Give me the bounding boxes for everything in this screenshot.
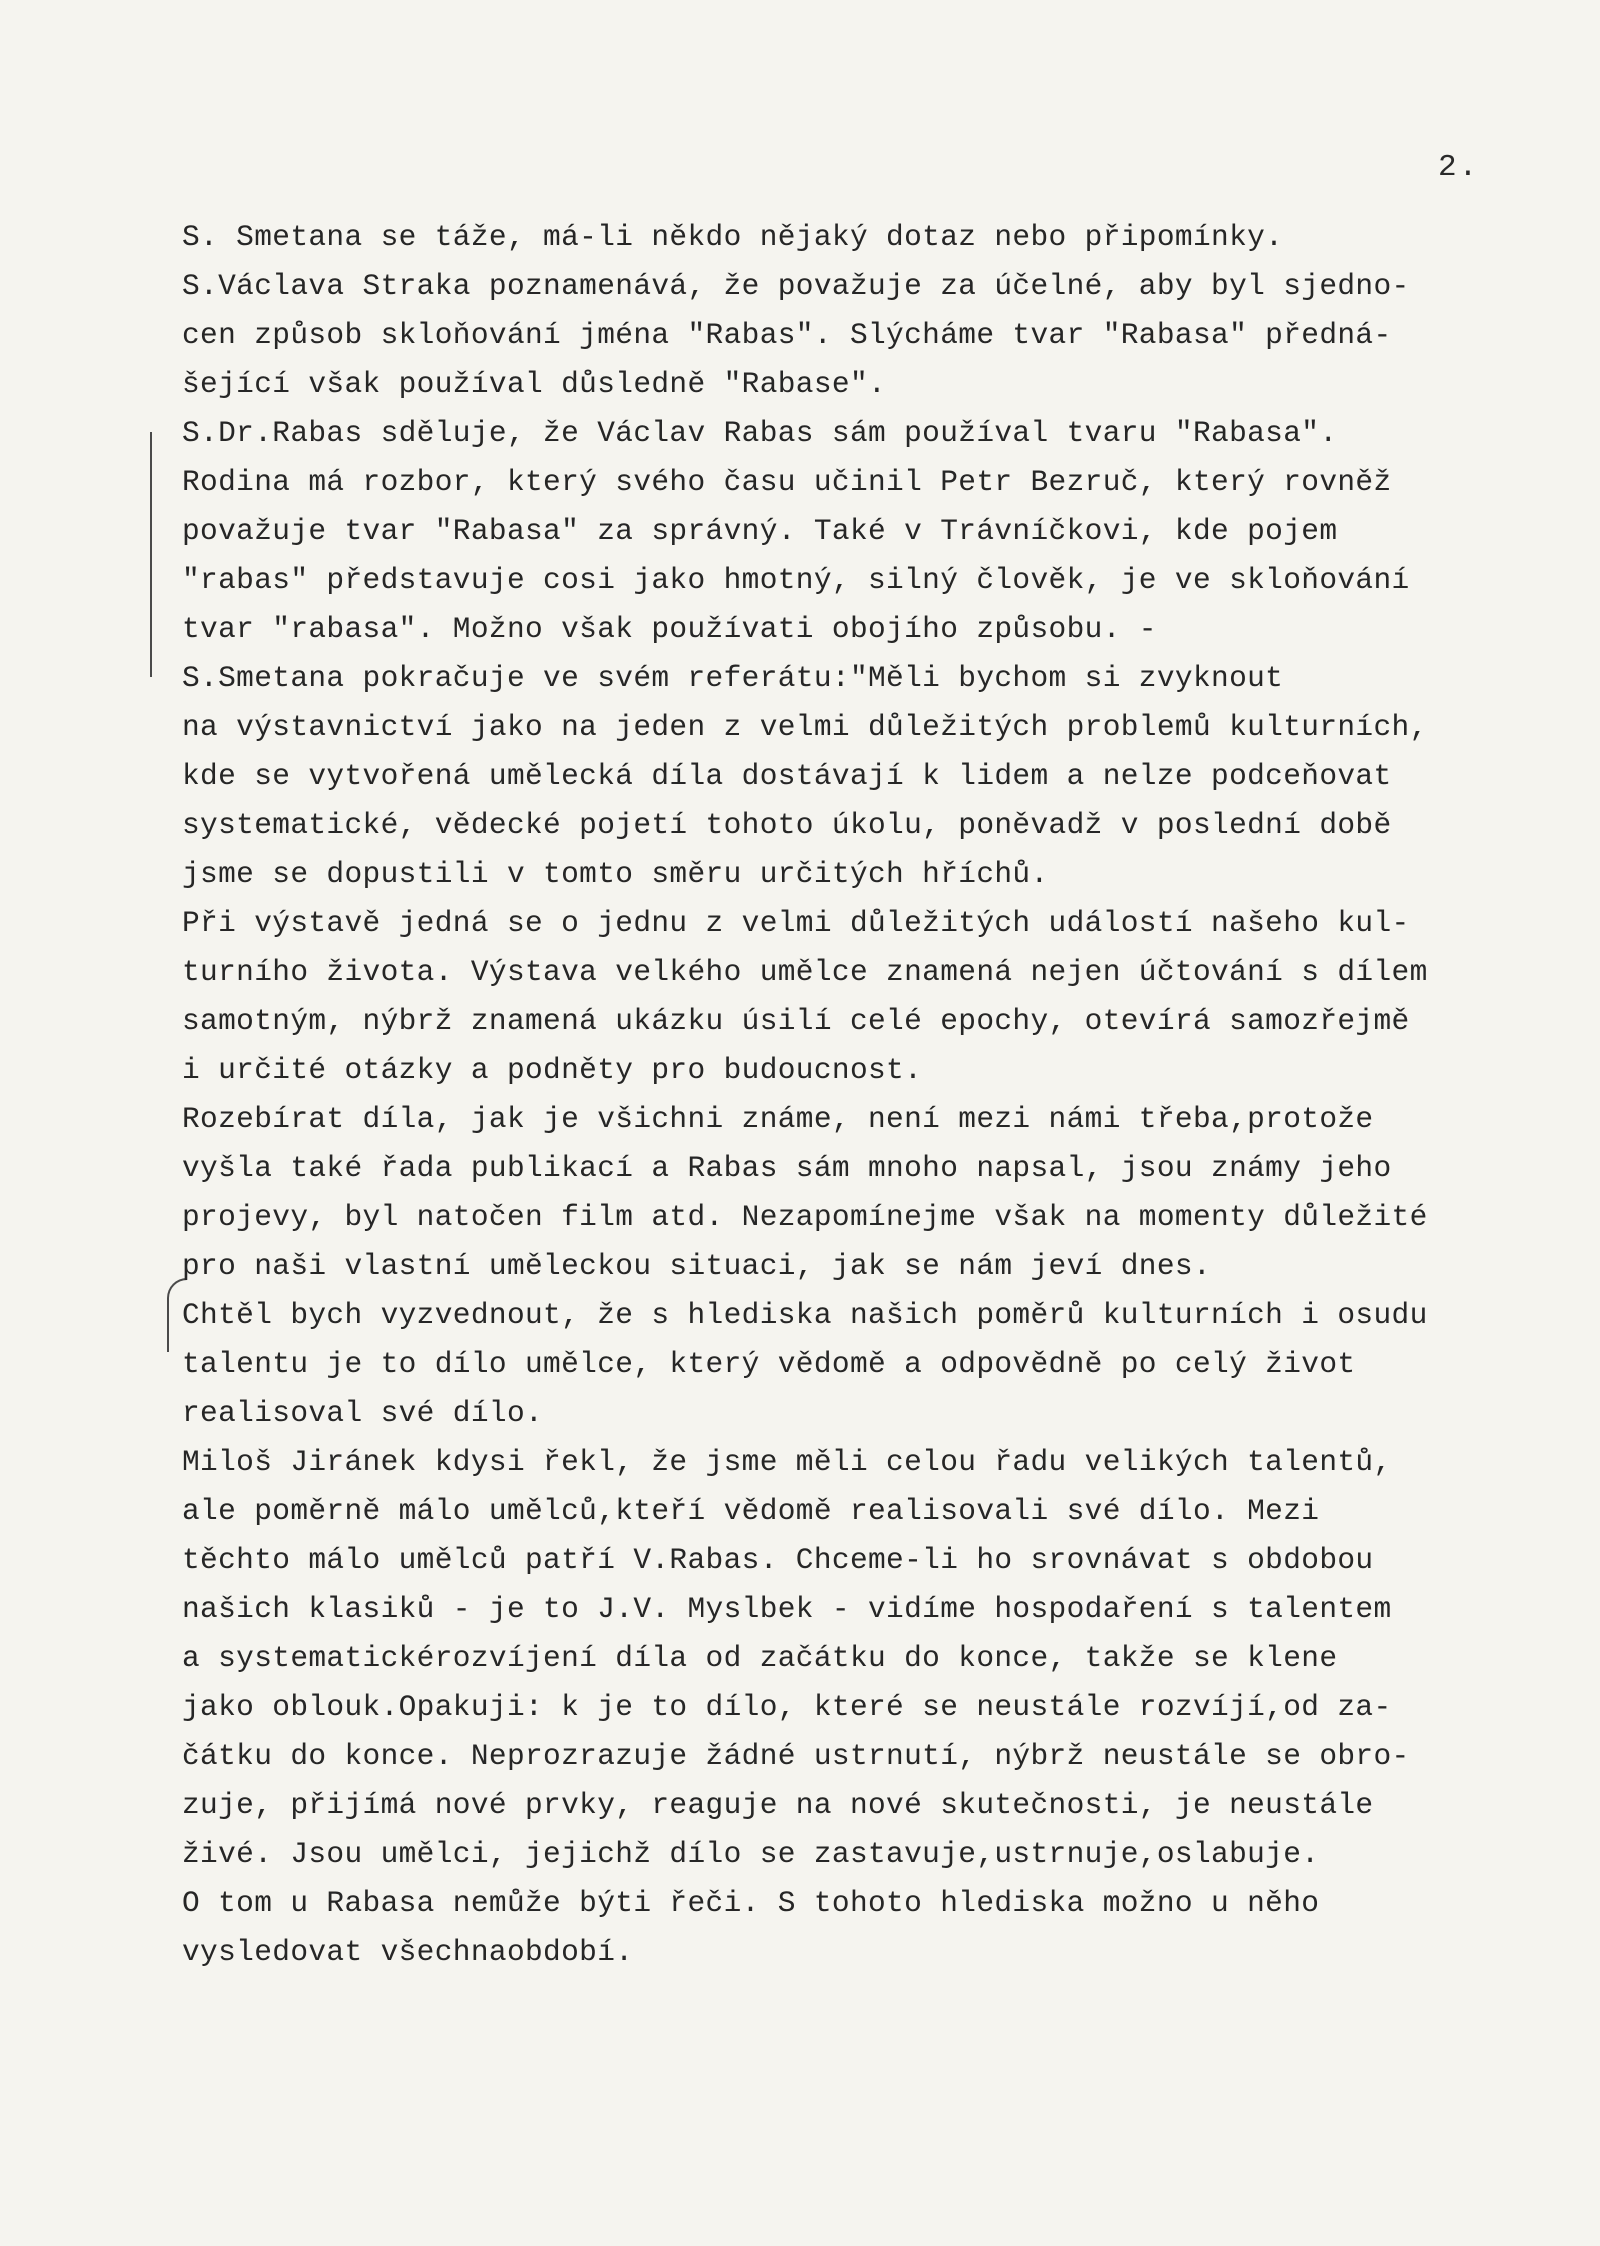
text-line: považuje tvar "Rabasa" za správný. Také v Trávníčkovi, kde pojem bbox=[182, 514, 1338, 548]
text-line: cen způsob skloňování jména "Rabas". Slýcháme tvar "Rabasa" předná- bbox=[182, 318, 1392, 352]
text-line: zuje, přijímá nové prvky, reaguje na nové skutečnosti, je neustále bbox=[182, 1788, 1374, 1822]
text-line: projevy, byl natočen film atd. Nezapomínejme však na momenty důležité bbox=[182, 1200, 1428, 1234]
text-line: Rozebírat díla, jak je všichni známe, není mezi námi třeba,protože bbox=[182, 1102, 1374, 1136]
text-line: O tom u Rabasa nemůže býti řeči. S tohoto hlediska možno u něho bbox=[182, 1886, 1320, 1920]
text-line: jako oblouk.Opakuji: k je to dílo, které se neustále rozvíjí,od za- bbox=[182, 1690, 1392, 1724]
text-line: talentu je to dílo umělce, který vědomě a odpovědně po celý život bbox=[182, 1347, 1356, 1381]
text-line: tvar "rabasa". Možno však používati obojího způsobu. - bbox=[182, 612, 1157, 646]
text-line: na výstavnictví jako na jeden z velmi důležitých problemů kulturních, bbox=[182, 710, 1428, 744]
text-line: pro naši vlastní uměleckou situaci, jak se nám jeví dnes. bbox=[182, 1249, 1212, 1283]
text-line: samotným, nýbrž znamená ukázku úsilí celé epochy, otevírá samozřejmě bbox=[182, 1004, 1410, 1038]
text-line: Miloš Jiránek kdysi řekl, že jsme měli celou řadu velikých talentů, bbox=[182, 1445, 1392, 1479]
margin-line-mark bbox=[150, 432, 152, 677]
text-line: Rodina má rozbor, který svého času učinil Petr Bezruč, který rovněž bbox=[182, 465, 1392, 499]
text-line: S.Dr.Rabas sděluje, že Václav Rabas sám používal tvaru "Rabasa". bbox=[182, 416, 1338, 450]
text-line: i určité otázky a podněty pro budoucnost. bbox=[182, 1053, 923, 1087]
text-line: jsme se dopustili v tomto směru určitých hříchů. bbox=[182, 857, 1049, 891]
text-line: Při výstavě jedná se o jednu z velmi důležitých událostí našeho kul- bbox=[182, 906, 1410, 940]
text-line: turního života. Výstava velkého umělce znamená nejen účtování s dílem bbox=[182, 955, 1428, 989]
document-body bbox=[182, 213, 1562, 1977]
text-line: čátku do konce. Neprozrazuje žádné ustrnutí, nýbrž neustále se obro- bbox=[182, 1739, 1410, 1773]
text-line: šející však používal důsledně "Rabase". bbox=[182, 367, 887, 401]
text-line: kde se vytvořená umělecká díla dostávají k lidem a nelze podceňovat bbox=[182, 759, 1392, 793]
text-line: a systematickérozvíjení díla od začátku do konce, takže se klene bbox=[182, 1641, 1338, 1675]
text-line: realisoval své dílo. bbox=[182, 1396, 544, 1430]
text-line: ale poměrně málo umělců,kteří vědomě realisovali své dílo. Mezi bbox=[182, 1494, 1320, 1528]
text-line: vyšla také řada publikací a Rabas sám mnoho napsal, jsou známy jeho bbox=[182, 1151, 1392, 1185]
text-line: našich klasiků - je to J.V. Myslbek - vidíme hospodaření s talentem bbox=[182, 1592, 1392, 1626]
text-line: S. Smetana se táže, má-li někdo nějaký dotaz nebo připomínky. bbox=[182, 220, 1284, 254]
page-number: 2. bbox=[1438, 150, 1480, 185]
text-line: živé. Jsou umělci, jejichž dílo se zastavuje,ustrnuje,oslabuje. bbox=[182, 1837, 1320, 1871]
text-line: vysledovat všechnaobdobí. bbox=[182, 1935, 634, 1969]
text-line: systematické, vědecké pojetí tohoto úkolu, poněvadž v poslední době bbox=[182, 808, 1392, 842]
text-line: S.Smetana pokračuje ve svém referátu:"Měli bychom si zvyknout bbox=[182, 661, 1284, 695]
text-line: "rabas" představuje cosi jako hmotný, silný člověk, je ve skloňování bbox=[182, 563, 1410, 597]
text-line: S.Václava Straka poznamenává, že považuje za účelné, aby byl sjedno- bbox=[182, 269, 1410, 303]
text-line: Chtěl bych vyzvednout, že s hlediska našich poměrů kulturních i osudu bbox=[182, 1298, 1428, 1332]
text-line: těchto málo umělců patří V.Rabas. Chceme-li ho srovnávat s obdobou bbox=[182, 1543, 1374, 1577]
